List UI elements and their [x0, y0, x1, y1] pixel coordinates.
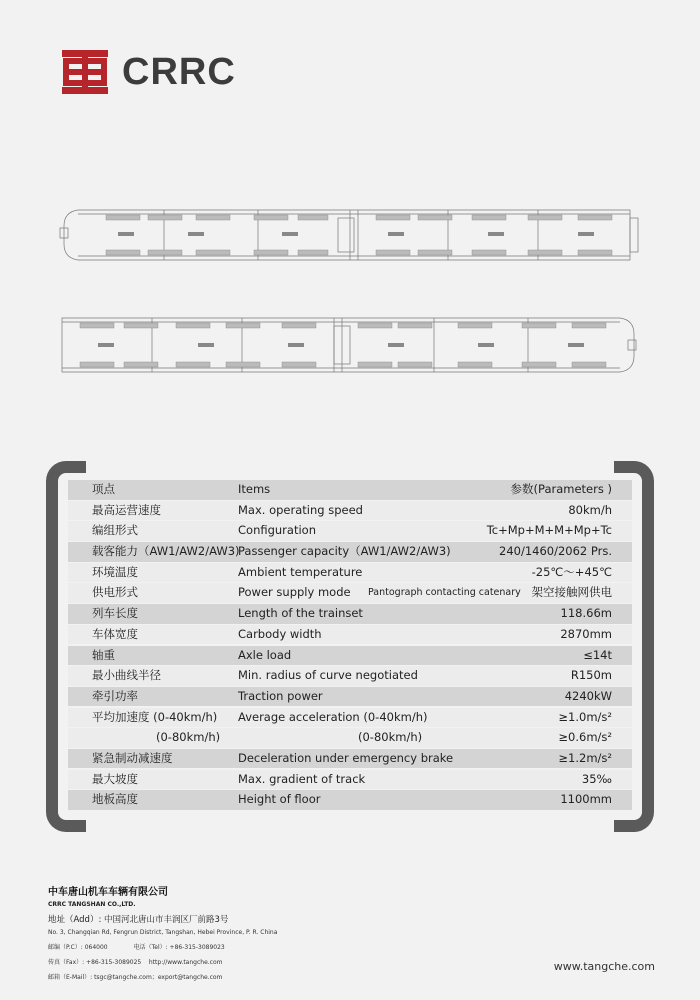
postcode: 邮编（P.C）: 064000 — [48, 944, 108, 951]
table-row: 列车长度 Length of the trainset 118.66m — [68, 604, 632, 624]
table-row: 最大坡度 Max. gradient of track 35‰ — [68, 770, 632, 790]
parameters-panel — [46, 461, 654, 832]
table-row: 载客能力（AW1/AW2/AW3) Passenger capacity（AW1/AW2/AW3) 240/1460/2062 Prs. — [68, 542, 632, 562]
company-logo — [60, 48, 236, 96]
company-name-en: CRRC TANGSHAN CO.,LTD. — [48, 901, 136, 908]
header-en: Items — [238, 482, 271, 496]
table-row: (0-80km/h) (0-80km/h) ≥0.6m/s² — [68, 728, 632, 748]
table-row: 地板高度 Height of floor 1100mm — [68, 790, 632, 810]
header-zh: 项点 — [92, 482, 115, 496]
power-supply-note: Pantograph contacting catenary — [368, 587, 521, 599]
email[interactable]: 邮箱（E-Mail）: tsgc@tangche.com；export@tangche.com — [48, 974, 223, 981]
table-row: 紧急制动减速度 Deceleration under emergency brake ≥1.2m/s² — [68, 749, 632, 769]
table-header — [68, 480, 632, 500]
url-link[interactable]: http://www.tangche.com — [148, 959, 223, 966]
table-row: 供电形式 Power supply mode Pantograph contacting catenary 架空接触网供电 — [68, 583, 632, 603]
postcode-tel-line — [48, 942, 277, 951]
company-name-zh: 中车唐山机车车辆有限公司 — [48, 887, 168, 898]
train-drawing-bottom — [58, 314, 640, 376]
table-row: 牵引功率 Traction power 4240kW — [68, 687, 632, 707]
table-row: 平均加速度 (0-40km/h) Average acceleration (0-40km/h) ≥1.0m/s² — [68, 708, 632, 728]
table-row: 最高运营速度 Max. operating speed 80km/h — [68, 501, 632, 521]
telephone: 电话（Tel）: +86-315-3089023 — [133, 944, 225, 951]
parameters-table — [68, 480, 632, 811]
crrc-logo-icon — [60, 48, 110, 96]
table-row: 编组形式 Configuration Tc+Mp+M+M+Mp+Tc — [68, 521, 632, 541]
brand-name: CRRC — [122, 50, 236, 93]
address-zh: 地址（Add）: 中国河北唐山市丰润区厂前路3号 — [48, 915, 229, 925]
website-link[interactable]: www.tangche.com — [553, 960, 655, 973]
table-row: 最小曲线半径 Min. radius of curve negotiated R150m — [68, 666, 632, 686]
contact-footer — [48, 883, 277, 981]
fax-url-line — [48, 957, 277, 966]
header-value: 参数(Parameters ) — [510, 482, 612, 496]
table-row: 车体宽度 Carbody width 2870mm — [68, 625, 632, 645]
train-drawing-top — [58, 204, 640, 266]
fax: 传真（Fax）: +86-315-3089025 — [48, 959, 142, 966]
table-row: 轴重 Axle load ≤14t — [68, 646, 632, 666]
table-row: 环境温度 Ambient temperature -25℃～+45℃ — [68, 563, 632, 583]
address-en: No. 3, Changqian Rd, Fengrun District, Tangshan, Hebei Province, P. R. China — [48, 929, 278, 936]
